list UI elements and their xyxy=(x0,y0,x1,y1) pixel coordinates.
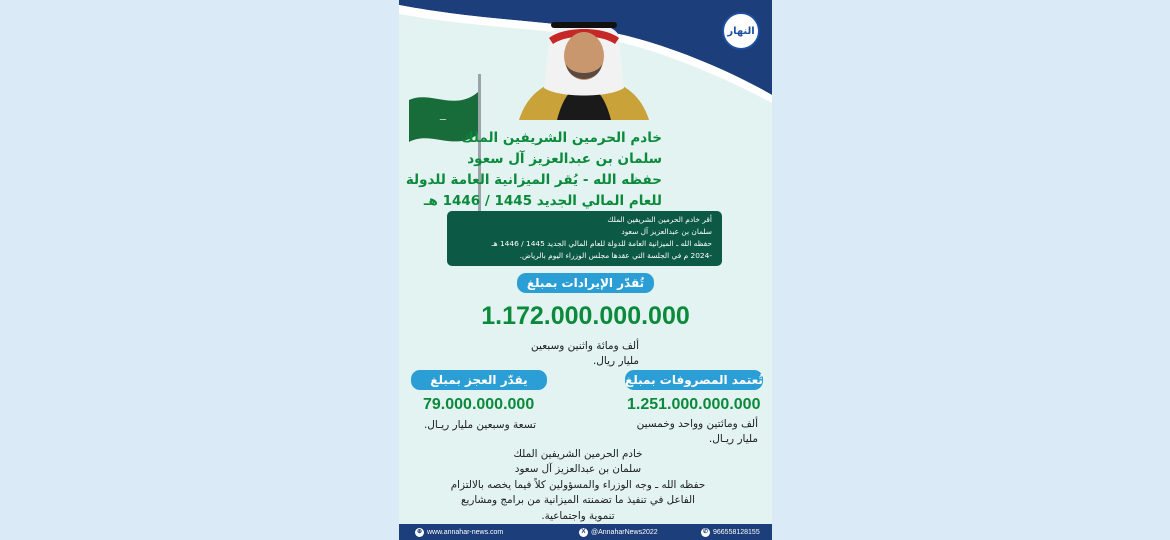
closing-paragraph xyxy=(428,447,728,524)
budget-infographic xyxy=(399,0,772,540)
footer-whatsapp[interactable] xyxy=(701,528,760,537)
king-portrait-image xyxy=(509,8,659,120)
expenses-amount: 1.251.000.000.000 xyxy=(627,396,761,413)
headline xyxy=(405,128,662,212)
expenses-words xyxy=(637,417,758,447)
revenue-words-line-1: ألف ومائة واثنين وسبعين xyxy=(531,340,639,352)
revenue-words-line-2: مليار ريال. xyxy=(592,355,639,367)
headline-line-3: حفظه الله - يُقر الميزانية العامة للدولة xyxy=(405,172,662,188)
expenses-label-pill: تُعتمد المصروفات بمبلغ xyxy=(625,370,763,390)
closing-line-4: الفاعل في تنفيذ ما تضمنته الميزانية من برامج ومشاريع xyxy=(461,494,695,507)
deficit-words xyxy=(424,418,536,433)
deficit-words-line-1: تسعة وسبعين مليار ريـال. xyxy=(423,419,536,431)
closing-line-2: سلمان بن عبدالعزيز آل سعود xyxy=(514,463,642,476)
closing-line-5: تنموية واجتماعية. xyxy=(541,509,615,522)
expenses-words-line-1: ألف ومائتين وواحد وخمسين xyxy=(636,418,758,430)
website-text: www.annahar-news.com xyxy=(427,528,504,536)
annahar-logo: النهار xyxy=(722,12,760,50)
deficit-label-pill: يقدّر العجز بمبلغ xyxy=(411,370,547,390)
closing-line-1: خادم الحرمين الشريفين الملك xyxy=(513,448,643,460)
svg-text:ـــ: ـــ xyxy=(439,114,447,122)
summary-line-1: أقر خادم الحرمين الشريفين الملك xyxy=(607,215,712,224)
globe-icon: ⊕ xyxy=(416,528,423,535)
revenue-amount: 1.172.000.000.000 xyxy=(481,302,690,330)
summary-box xyxy=(447,211,722,266)
closing-line-3: حفظه الله ـ وجه الوزراء والمسؤولين كلاً فيما يخصه بالالتزام xyxy=(450,478,706,491)
headline-line-1: خادم الحرمين الشريفين الملك xyxy=(461,130,662,146)
footer-twitter[interactable] xyxy=(579,528,658,537)
summary-line-4: -2024 م في الجلسة التي عقدها مجلس الوزراء اليوم بالرياض. xyxy=(519,251,712,260)
whatsapp-number: 966558128155 xyxy=(713,528,760,536)
footer-website[interactable] xyxy=(415,528,503,537)
whatsapp-icon: ✆ xyxy=(702,528,709,535)
summary-line-2: سلمان بن عبدالعزيز آل سعود xyxy=(621,227,712,236)
twitter-handle: @AnnaharNews2022 xyxy=(591,528,658,536)
headline-line-2: سلمان بن عبدالعزيز آل سعود xyxy=(467,151,662,167)
deficit-amount: 79.000.000.000 xyxy=(423,396,535,413)
summary-line-3: حفظه الله ـ الميزانية العامة للدولة للعام المالي الجديد 1445 / 1446 هـ xyxy=(491,239,712,248)
expenses-words-line-2: مليار ريـال. xyxy=(708,433,758,445)
x-logo-icon: X xyxy=(579,528,588,537)
headline-line-4: للعام المالي الجديد 1445 / 1446 هـ xyxy=(423,193,662,209)
revenue-words xyxy=(531,339,639,369)
revenue-label-pill: تُقدّر الإيرادات بمبلغ xyxy=(517,273,654,293)
footer-bar xyxy=(399,524,772,540)
